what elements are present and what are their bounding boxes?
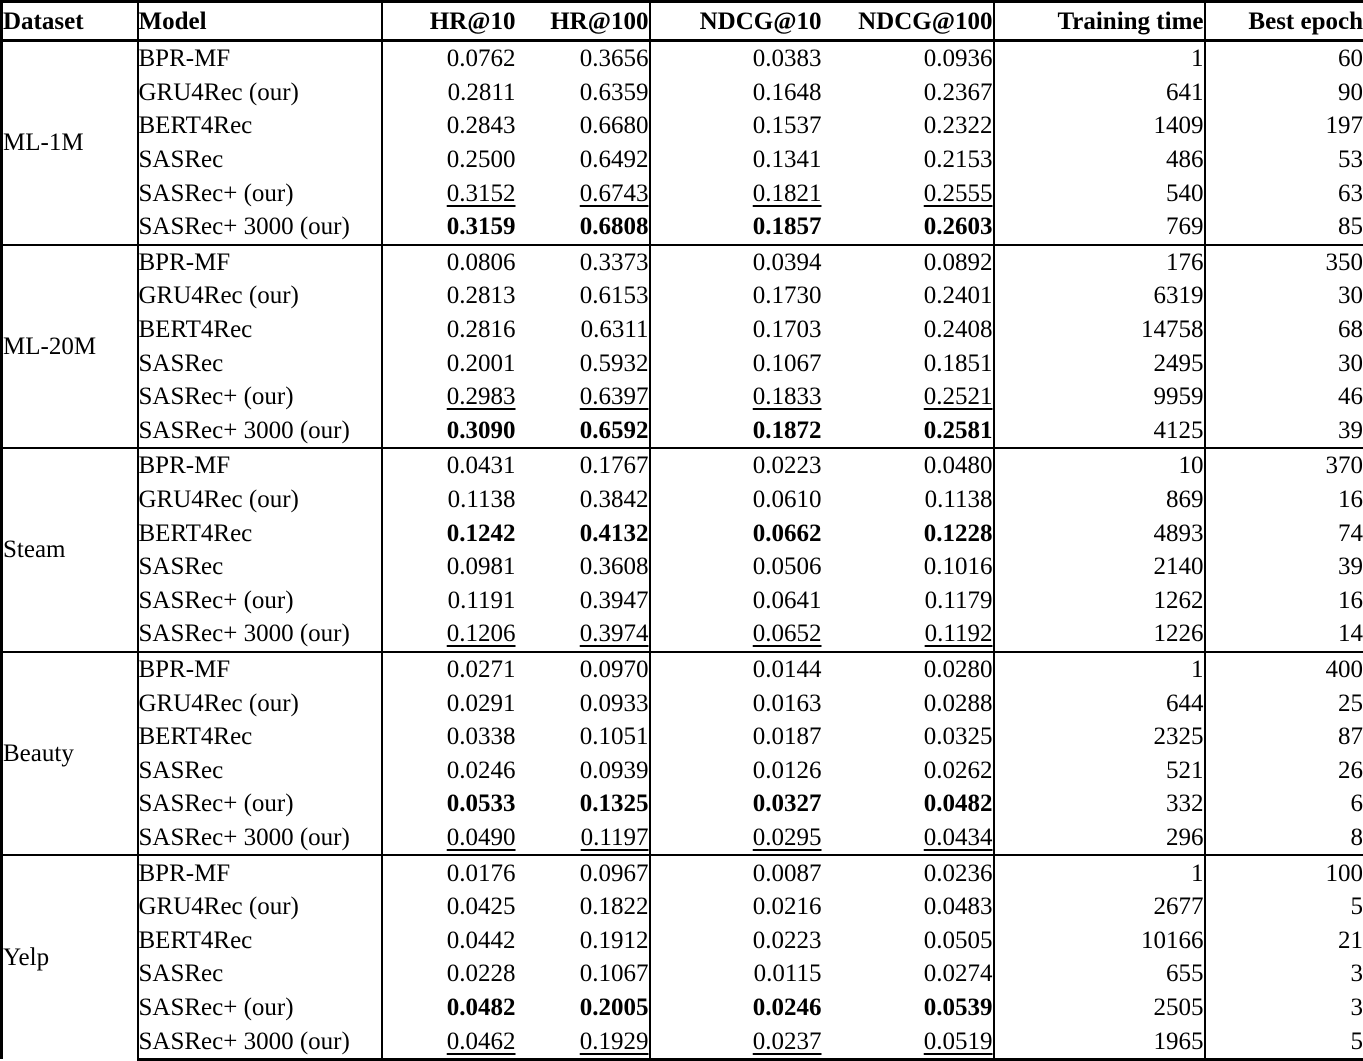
cell-training-time: 1226 xyxy=(994,617,1205,652)
cell-ndcg10: 0.0652 xyxy=(650,617,822,652)
cell-ndcg100: 0.0325 xyxy=(822,720,994,754)
cell-hr100: 0.0967 xyxy=(516,855,650,890)
table-row xyxy=(2,821,1363,856)
column-header-training-time: Training time xyxy=(994,2,1205,41)
cell-ndcg10: 0.0115 xyxy=(650,957,822,991)
cell-hr10: 0.0462 xyxy=(382,1024,516,1059)
cell-best-epoch: 39 xyxy=(1205,414,1363,449)
cell-training-time: 869 xyxy=(994,483,1205,517)
cell-best-epoch: 6 xyxy=(1205,787,1363,821)
cell-ndcg100: 0.2322 xyxy=(822,109,994,143)
table-row xyxy=(2,76,1363,110)
table-row xyxy=(2,109,1363,143)
cell-hr100: 0.1325 xyxy=(516,787,650,821)
table-row xyxy=(2,313,1363,347)
cell-model: GRU4Rec (our) xyxy=(138,76,382,110)
cell-training-time: 540 xyxy=(994,176,1205,210)
cell-best-epoch: 53 xyxy=(1205,143,1363,177)
cell-hr100: 0.3947 xyxy=(516,584,650,618)
cell-best-epoch: 5 xyxy=(1205,890,1363,924)
cell-model: SASRec xyxy=(138,957,382,991)
cell-model: GRU4Rec (our) xyxy=(138,483,382,517)
cell-hr100: 0.1197 xyxy=(516,821,650,856)
cell-hr100: 0.6492 xyxy=(516,143,650,177)
cell-ndcg100: 0.1138 xyxy=(822,483,994,517)
cell-hr100: 0.2005 xyxy=(516,991,650,1025)
cell-model: BERT4Rec xyxy=(138,109,382,143)
table-row xyxy=(2,991,1363,1025)
column-header-ndcg10: NDCG@10 xyxy=(650,2,822,41)
cell-ndcg10: 0.1730 xyxy=(650,279,822,313)
cell-model: SASRec xyxy=(138,346,382,380)
cell-model: GRU4Rec (our) xyxy=(138,279,382,313)
cell-ndcg10: 0.1872 xyxy=(650,414,822,449)
cell-training-time: 1409 xyxy=(994,109,1205,143)
table-row xyxy=(2,617,1363,652)
column-header-hr100: HR@100 xyxy=(516,2,650,41)
cell-best-epoch: 3 xyxy=(1205,957,1363,991)
cell-training-time: 1965 xyxy=(994,1024,1205,1059)
cell-hr100: 0.3608 xyxy=(516,550,650,584)
cell-ndcg100: 0.0482 xyxy=(822,787,994,821)
cell-ndcg100: 0.2581 xyxy=(822,414,994,449)
cell-hr10: 0.0228 xyxy=(382,957,516,991)
table-row xyxy=(2,652,1363,687)
cell-ndcg100: 0.2401 xyxy=(822,279,994,313)
cell-hr10: 0.2843 xyxy=(382,109,516,143)
cell-hr100: 0.6311 xyxy=(516,313,650,347)
cell-training-time: 4125 xyxy=(994,414,1205,449)
cell-ndcg100: 0.0936 xyxy=(822,41,994,76)
cell-hr100: 0.3974 xyxy=(516,617,650,652)
cell-best-epoch: 74 xyxy=(1205,516,1363,550)
cell-training-time: 655 xyxy=(994,957,1205,991)
cell-training-time: 9959 xyxy=(994,380,1205,414)
cell-best-epoch: 30 xyxy=(1205,346,1363,380)
table-row xyxy=(2,210,1363,245)
cell-hr10: 0.0442 xyxy=(382,923,516,957)
cell-hr100: 0.6359 xyxy=(516,76,650,110)
cell-hr10: 0.0291 xyxy=(382,686,516,720)
cell-best-epoch: 350 xyxy=(1205,245,1363,280)
cell-best-epoch: 30 xyxy=(1205,279,1363,313)
cell-ndcg100: 0.1851 xyxy=(822,346,994,380)
cell-best-epoch: 21 xyxy=(1205,923,1363,957)
cell-training-time: 1 xyxy=(994,855,1205,890)
column-header-ndcg100: NDCG@100 xyxy=(822,2,994,41)
column-header-hr10: HR@10 xyxy=(382,2,516,41)
table-row xyxy=(2,787,1363,821)
cell-hr100: 0.0970 xyxy=(516,652,650,687)
cell-hr100: 0.1067 xyxy=(516,957,650,991)
cell-model: BPR-MF xyxy=(138,41,382,76)
cell-ndcg100: 0.1192 xyxy=(822,617,994,652)
cell-hr10: 0.2813 xyxy=(382,279,516,313)
cell-model: BPR-MF xyxy=(138,855,382,890)
cell-ndcg10: 0.0641 xyxy=(650,584,822,618)
cell-ndcg100: 0.0483 xyxy=(822,890,994,924)
cell-model: BPR-MF xyxy=(138,448,382,483)
cell-ndcg10: 0.0383 xyxy=(650,41,822,76)
cell-ndcg10: 0.0187 xyxy=(650,720,822,754)
cell-best-epoch: 8 xyxy=(1205,821,1363,856)
cell-training-time: 176 xyxy=(994,245,1205,280)
cell-model: SASRec+ (our) xyxy=(138,380,382,414)
cell-hr100: 0.1822 xyxy=(516,890,650,924)
cell-ndcg10: 0.1648 xyxy=(650,76,822,110)
cell-hr100: 0.1051 xyxy=(516,720,650,754)
cell-hr100: 0.1767 xyxy=(516,448,650,483)
cell-ndcg100: 0.1228 xyxy=(822,516,994,550)
cell-ndcg10: 0.1341 xyxy=(650,143,822,177)
cell-ndcg10: 0.0246 xyxy=(650,991,822,1025)
cell-hr10: 0.2500 xyxy=(382,143,516,177)
cell-best-epoch: 370 xyxy=(1205,448,1363,483)
cell-training-time: 14758 xyxy=(994,313,1205,347)
cell-model: BERT4Rec xyxy=(138,313,382,347)
cell-hr10: 0.0338 xyxy=(382,720,516,754)
cell-best-epoch: 400 xyxy=(1205,652,1363,687)
cell-model: SASRec+ 3000 (our) xyxy=(138,414,382,449)
cell-ndcg10: 0.0163 xyxy=(650,686,822,720)
cell-hr10: 0.0246 xyxy=(382,753,516,787)
column-header-dataset: Dataset xyxy=(2,2,138,41)
cell-best-epoch: 39 xyxy=(1205,550,1363,584)
cell-best-epoch: 16 xyxy=(1205,584,1363,618)
cell-training-time: 1 xyxy=(994,652,1205,687)
cell-best-epoch: 90 xyxy=(1205,76,1363,110)
cell-best-epoch: 68 xyxy=(1205,313,1363,347)
cell-ndcg10: 0.0662 xyxy=(650,516,822,550)
cell-ndcg100: 0.0480 xyxy=(822,448,994,483)
cell-ndcg100: 0.0236 xyxy=(822,855,994,890)
table-row xyxy=(2,380,1363,414)
cell-ndcg10: 0.0216 xyxy=(650,890,822,924)
cell-model: SASRec+ (our) xyxy=(138,584,382,618)
cell-hr10: 0.1206 xyxy=(382,617,516,652)
table-row xyxy=(2,584,1363,618)
table-row xyxy=(2,516,1363,550)
cell-training-time: 2505 xyxy=(994,991,1205,1025)
table-body xyxy=(2,41,1363,1060)
cell-ndcg10: 0.1703 xyxy=(650,313,822,347)
cell-best-epoch: 63 xyxy=(1205,176,1363,210)
cell-training-time: 769 xyxy=(994,210,1205,245)
table-header xyxy=(2,2,1363,41)
cell-model: GRU4Rec (our) xyxy=(138,890,382,924)
column-header-model: Model xyxy=(138,2,382,41)
cell-ndcg10: 0.0087 xyxy=(650,855,822,890)
cell-ndcg10: 0.0144 xyxy=(650,652,822,687)
table-row xyxy=(2,279,1363,313)
cell-training-time: 641 xyxy=(994,76,1205,110)
cell-model: BPR-MF xyxy=(138,652,382,687)
cell-hr10: 0.1242 xyxy=(382,516,516,550)
table-row xyxy=(2,414,1363,449)
dataset-group-label: Steam xyxy=(2,448,138,652)
cell-hr10: 0.2983 xyxy=(382,380,516,414)
cell-hr100: 0.6153 xyxy=(516,279,650,313)
cell-hr100: 0.3656 xyxy=(516,41,650,76)
cell-model: BERT4Rec xyxy=(138,923,382,957)
table-row xyxy=(2,245,1363,280)
cell-best-epoch: 100 xyxy=(1205,855,1363,890)
cell-ndcg100: 0.2555 xyxy=(822,176,994,210)
cell-hr100: 0.3842 xyxy=(516,483,650,517)
cell-hr10: 0.3152 xyxy=(382,176,516,210)
cell-ndcg100: 0.0892 xyxy=(822,245,994,280)
cell-training-time: 2140 xyxy=(994,550,1205,584)
cell-training-time: 332 xyxy=(994,787,1205,821)
cell-hr100: 0.5932 xyxy=(516,346,650,380)
cell-hr100: 0.6743 xyxy=(516,176,650,210)
cell-hr100: 0.6397 xyxy=(516,380,650,414)
cell-model: GRU4Rec (our) xyxy=(138,686,382,720)
cell-hr10: 0.0533 xyxy=(382,787,516,821)
cell-ndcg10: 0.0610 xyxy=(650,483,822,517)
cell-training-time: 10166 xyxy=(994,923,1205,957)
cell-hr10: 0.0271 xyxy=(382,652,516,687)
table-row xyxy=(2,686,1363,720)
cell-ndcg10: 0.1067 xyxy=(650,346,822,380)
cell-ndcg10: 0.1537 xyxy=(650,109,822,143)
cell-ndcg100: 0.0505 xyxy=(822,923,994,957)
cell-training-time: 1262 xyxy=(994,584,1205,618)
cell-ndcg10: 0.0237 xyxy=(650,1024,822,1059)
cell-training-time: 6319 xyxy=(994,279,1205,313)
dataset-group-label: Beauty xyxy=(2,652,138,856)
cell-hr100: 0.6680 xyxy=(516,109,650,143)
cell-ndcg100: 0.0262 xyxy=(822,753,994,787)
table-row xyxy=(2,923,1363,957)
cell-ndcg100: 0.1016 xyxy=(822,550,994,584)
cell-best-epoch: 14 xyxy=(1205,617,1363,652)
cell-hr10: 0.0176 xyxy=(382,855,516,890)
cell-model: SASRec+ 3000 (our) xyxy=(138,821,382,856)
cell-ndcg10: 0.0295 xyxy=(650,821,822,856)
table-row xyxy=(2,1024,1363,1059)
table-row xyxy=(2,143,1363,177)
cell-ndcg10: 0.0506 xyxy=(650,550,822,584)
cell-ndcg100: 0.2367 xyxy=(822,76,994,110)
cell-best-epoch: 197 xyxy=(1205,109,1363,143)
cell-hr10: 0.2816 xyxy=(382,313,516,347)
cell-best-epoch: 26 xyxy=(1205,753,1363,787)
table-row xyxy=(2,346,1363,380)
cell-model: SASRec xyxy=(138,753,382,787)
table-row xyxy=(2,448,1363,483)
cell-ndcg100: 0.2521 xyxy=(822,380,994,414)
table-row xyxy=(2,855,1363,890)
cell-ndcg10: 0.1833 xyxy=(650,380,822,414)
cell-best-epoch: 87 xyxy=(1205,720,1363,754)
dataset-group-label: Yelp xyxy=(2,855,138,1059)
cell-best-epoch: 16 xyxy=(1205,483,1363,517)
cell-training-time: 486 xyxy=(994,143,1205,177)
cell-hr10: 0.1191 xyxy=(382,584,516,618)
cell-hr10: 0.1138 xyxy=(382,483,516,517)
table-row xyxy=(2,176,1363,210)
cell-ndcg100: 0.0274 xyxy=(822,957,994,991)
table-row xyxy=(2,890,1363,924)
dataset-group-label: ML-1M xyxy=(2,41,138,245)
cell-training-time: 2677 xyxy=(994,890,1205,924)
cell-model: BPR-MF xyxy=(138,245,382,280)
cell-training-time: 4893 xyxy=(994,516,1205,550)
table-row xyxy=(2,753,1363,787)
cell-model: SASRec+ (our) xyxy=(138,176,382,210)
cell-hr10: 0.0806 xyxy=(382,245,516,280)
cell-best-epoch: 85 xyxy=(1205,210,1363,245)
cell-training-time: 1 xyxy=(994,41,1205,76)
cell-ndcg100: 0.0539 xyxy=(822,991,994,1025)
cell-ndcg10: 0.0327 xyxy=(650,787,822,821)
cell-model: SASRec+ 3000 (our) xyxy=(138,617,382,652)
cell-model: BERT4Rec xyxy=(138,516,382,550)
cell-hr10: 0.0431 xyxy=(382,448,516,483)
table-row xyxy=(2,720,1363,754)
cell-hr10: 0.3159 xyxy=(382,210,516,245)
cell-ndcg100: 0.2603 xyxy=(822,210,994,245)
cell-hr100: 0.1912 xyxy=(516,923,650,957)
cell-training-time: 2325 xyxy=(994,720,1205,754)
cell-hr10: 0.2811 xyxy=(382,76,516,110)
cell-model: SASRec xyxy=(138,143,382,177)
cell-ndcg100: 0.0519 xyxy=(822,1024,994,1059)
cell-hr100: 0.6808 xyxy=(516,210,650,245)
cell-hr100: 0.0933 xyxy=(516,686,650,720)
table-row xyxy=(2,957,1363,991)
cell-training-time: 521 xyxy=(994,753,1205,787)
cell-ndcg100: 0.1179 xyxy=(822,584,994,618)
cell-model: SASRec+ (our) xyxy=(138,991,382,1025)
cell-ndcg100: 0.0280 xyxy=(822,652,994,687)
cell-ndcg100: 0.0288 xyxy=(822,686,994,720)
cell-training-time: 644 xyxy=(994,686,1205,720)
cell-ndcg10: 0.0126 xyxy=(650,753,822,787)
cell-ndcg10: 0.0223 xyxy=(650,448,822,483)
table-row xyxy=(2,550,1363,584)
cell-hr10: 0.0762 xyxy=(382,41,516,76)
cell-model: SASRec+ (our) xyxy=(138,787,382,821)
cell-ndcg100: 0.2408 xyxy=(822,313,994,347)
cell-best-epoch: 25 xyxy=(1205,686,1363,720)
cell-training-time: 10 xyxy=(994,448,1205,483)
cell-ndcg10: 0.1821 xyxy=(650,176,822,210)
cell-hr10: 0.0425 xyxy=(382,890,516,924)
cell-model: SASRec+ 3000 (our) xyxy=(138,210,382,245)
cell-ndcg10: 0.0223 xyxy=(650,923,822,957)
cell-hr100: 0.0939 xyxy=(516,753,650,787)
cell-training-time: 2495 xyxy=(994,346,1205,380)
cell-model: SASRec+ 3000 (our) xyxy=(138,1024,382,1059)
cell-best-epoch: 60 xyxy=(1205,41,1363,76)
cell-hr10: 0.3090 xyxy=(382,414,516,449)
cell-hr100: 0.4132 xyxy=(516,516,650,550)
cell-best-epoch: 46 xyxy=(1205,380,1363,414)
table-row xyxy=(2,483,1363,517)
cell-hr100: 0.3373 xyxy=(516,245,650,280)
table-row xyxy=(2,41,1363,76)
cell-hr100: 0.6592 xyxy=(516,414,650,449)
cell-hr10: 0.0490 xyxy=(382,821,516,856)
cell-training-time: 296 xyxy=(994,821,1205,856)
column-header-best-epoch: Best epoch xyxy=(1205,2,1363,41)
cell-hr100: 0.1929 xyxy=(516,1024,650,1059)
cell-ndcg10: 0.1857 xyxy=(650,210,822,245)
cell-model: BERT4Rec xyxy=(138,720,382,754)
cell-hr10: 0.2001 xyxy=(382,346,516,380)
cell-best-epoch: 5 xyxy=(1205,1024,1363,1059)
cell-ndcg100: 0.2153 xyxy=(822,143,994,177)
cell-model: SASRec xyxy=(138,550,382,584)
dataset-group-label: ML-20M xyxy=(2,245,138,449)
cell-ndcg100: 0.0434 xyxy=(822,821,994,856)
cell-hr10: 0.0482 xyxy=(382,991,516,1025)
cell-hr10: 0.0981 xyxy=(382,550,516,584)
cell-best-epoch: 3 xyxy=(1205,991,1363,1025)
cell-ndcg10: 0.0394 xyxy=(650,245,822,280)
header-row xyxy=(2,2,1363,41)
